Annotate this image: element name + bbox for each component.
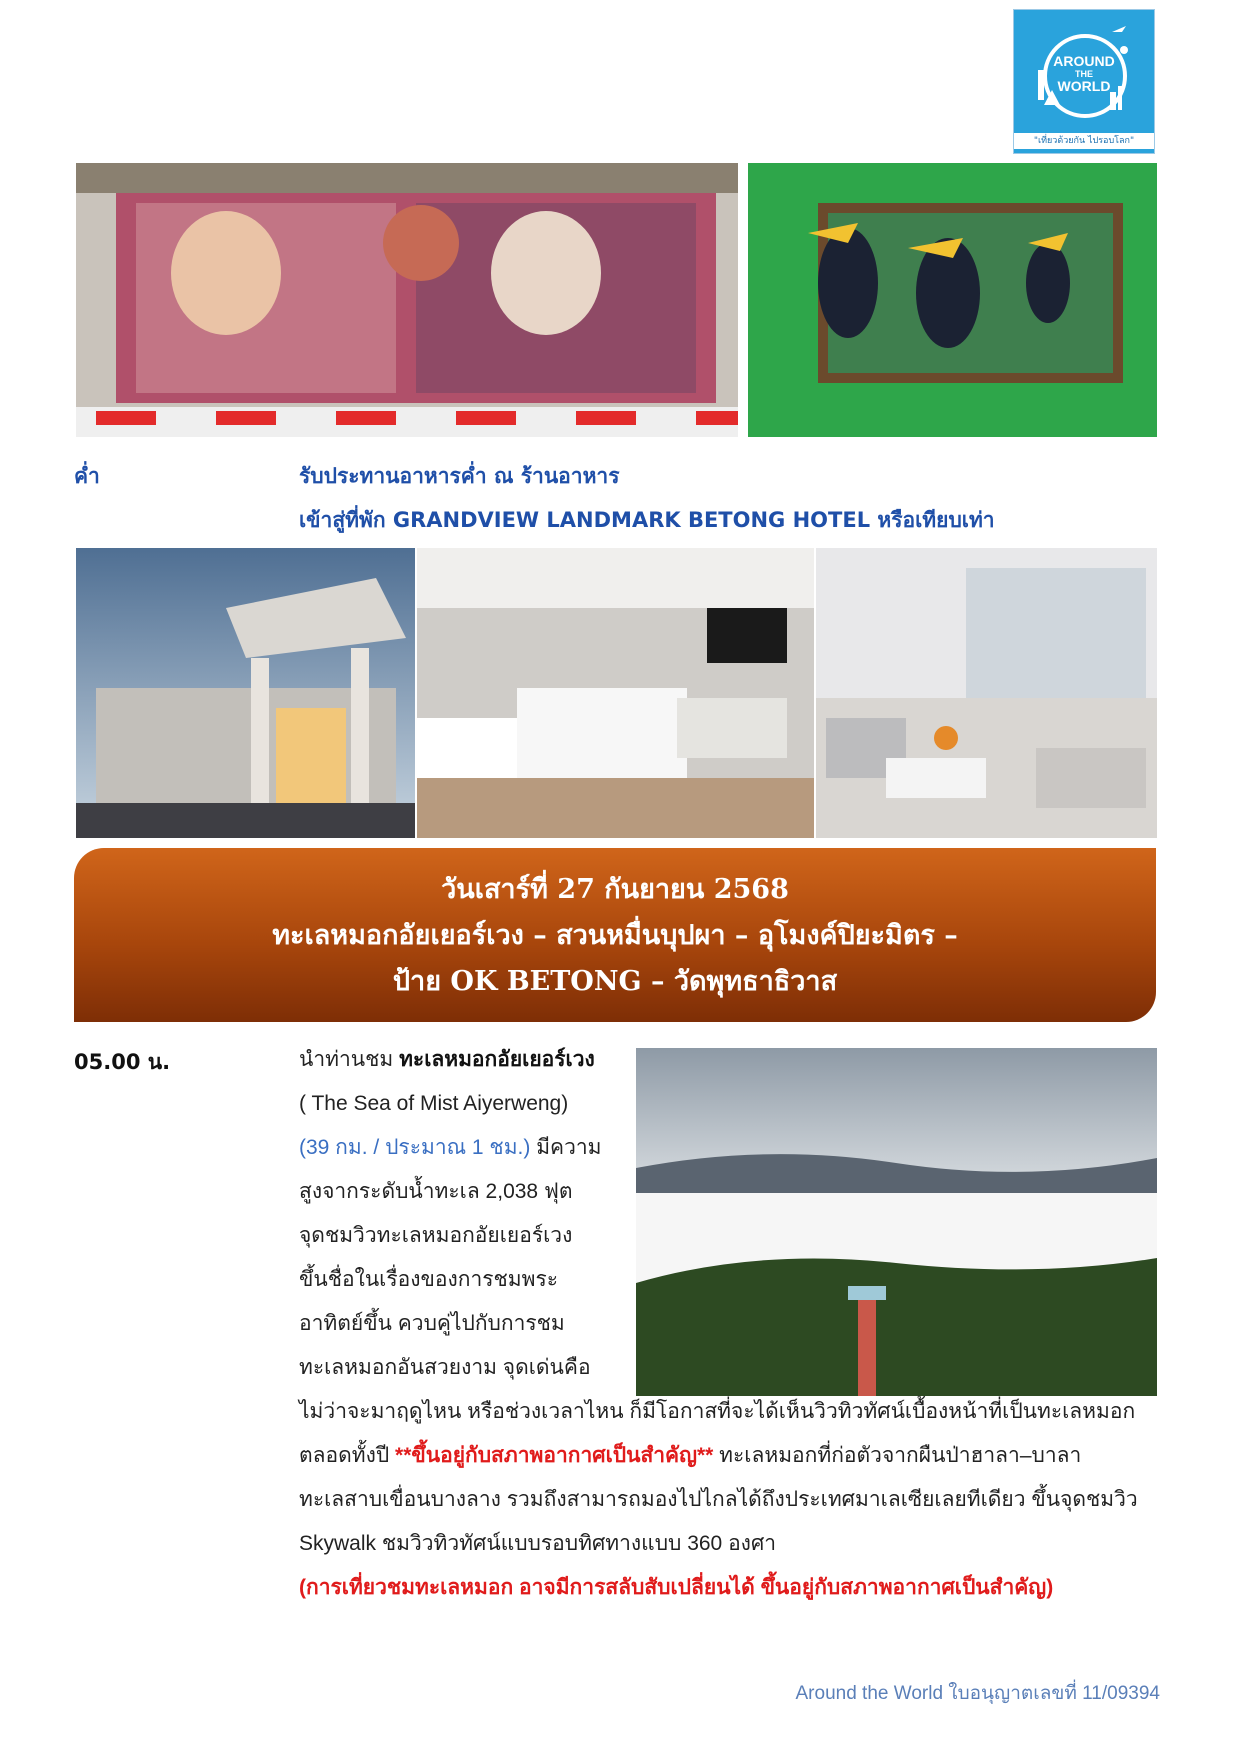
activity-desc-1: มีความ: [530, 1136, 602, 1159]
activity-time: 05.00 น.: [74, 1050, 171, 1074]
dinner-line-1: รับประทานอาหารค่ำ ณ ร้านอาหาร: [299, 464, 620, 488]
activity-english: ( The Sea of Mist Aiyerweng): [299, 1092, 569, 1115]
logo-tagline: "เที่ยวด้วยกัน ไปรอบโลก": [1014, 133, 1154, 149]
license-footer: Around the World ใบอนุญาตเลขที่ 11/09394: [795, 1683, 1160, 1704]
activity-desc-6: ทะเลหมอกอันสวยงาม จุดเด่นคือ: [299, 1356, 591, 1379]
sea-of-mist-photo: [636, 1048, 1157, 1396]
activity-place: ทะเลหมอกอัยเยอร์เวง: [399, 1048, 595, 1071]
hotel-exterior-photo: [76, 548, 415, 838]
activity-desc-5: อาทิตย์ขึ้น ควบคู่ไปกับการชม: [299, 1312, 565, 1335]
logo-line2: THE: [1075, 69, 1093, 79]
company-logo: [1013, 9, 1155, 154]
activity-desc-4: ขึ้นชื่อในเรื่องของการชมพระ: [299, 1268, 559, 1291]
activity-desc-10: Skywalk ชมวิวทิวทัศน์แบบรอบทิศทางแบบ 360 องศา: [299, 1532, 777, 1555]
activity-weather-warning: **ขึ้นอยู่กับสภาพอากาศเป็นสำคัญ**: [395, 1444, 714, 1467]
hornbill-mural-photo: [748, 163, 1157, 437]
activity-desc-3: จุดชมวิวทะเลหมอกอัยเยอร์เวง: [299, 1224, 573, 1247]
hotel-room-photo: [417, 548, 814, 838]
mural-photo: [76, 163, 738, 437]
hotel-lobby-photo: [816, 548, 1157, 838]
day-banner: [74, 848, 1156, 1022]
activity-desc-7: ไม่ว่าจะมาฤดูไหน หรือช่วงเวลาไหน ก็มีโอกาสที่จะได้เห็นวิวทิวทัศน์เบื้องหน้าที่เป็นทะเลหมอก: [299, 1400, 1136, 1423]
logo-line1: AROUND: [1053, 53, 1115, 69]
activity-intro: นำท่านชม: [299, 1048, 400, 1071]
activity-text-column: [299, 1038, 629, 1390]
day-route-1: ทะเลหมอกอัยเยอร์เวง – สวนหมื่นบุปผา – อุโมงค์ปิยะมิตร –: [272, 920, 958, 951]
dinner-line-2: เข้าสู่ที่พัก GRANDVIEW LANDMARK BETONG HOTEL หรือเทียบเท่า: [299, 508, 995, 532]
logo-line3: WORLD: [1057, 78, 1111, 94]
activity-desc-9: ทะเลสาบเขื่อนบางลาง รวมถึงสามารถมองไปไกลได้ถึงประเทศมาเลเซียเลยทีเดียว ขึ้นจุดชมวิว: [299, 1488, 1138, 1511]
day-route-2: ป้าย OK BETONG – วัดพุทธาธิวาส: [392, 966, 838, 997]
activity-text-full: [299, 1390, 1169, 1610]
activity-distance: (39 กม. / ประมาณ 1 ชม.): [299, 1136, 531, 1159]
day-title: วันเสาร์ที่ 27 กันยายน 2568: [441, 874, 789, 905]
activity-desc-2: สูงจากระดับน้ำทะเล 2,038 ฟุต: [299, 1180, 573, 1203]
dinner-label: ค่ำ: [74, 464, 100, 488]
activity-desc-8a: ตลอดทั้งปี: [299, 1444, 396, 1467]
activity-desc-8c: ทะเลหมอกที่ก่อตัวจากผืนป่าฮาลา–บาลา: [713, 1444, 1082, 1467]
activity-note: (การเที่ยวชมทะเลหมอก อาจมีการสลับสับเปลี่ยนได้ ขึ้นอยู่กับสภาพอากาศเป็นสำคัญ): [299, 1576, 1054, 1599]
